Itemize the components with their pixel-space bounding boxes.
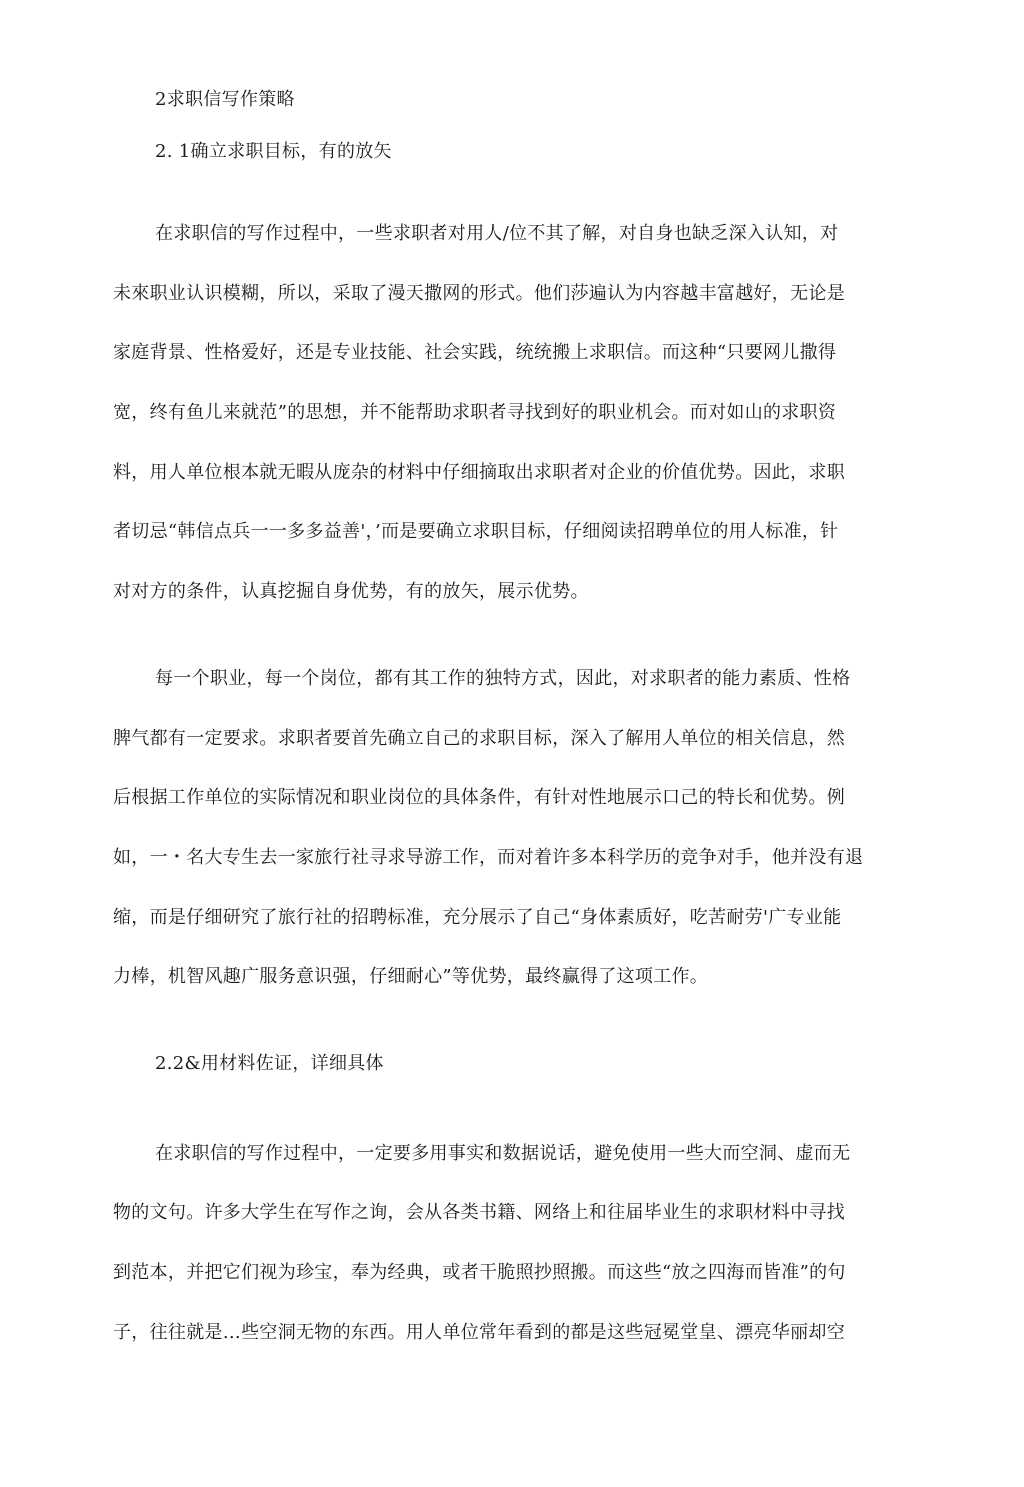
paragraph-line: 在求职信的写作过程中，一些求职者对用人/位不其了解，对自身也缺乏深入认知，对 xyxy=(155,223,839,244)
paragraph-line: 到范本，并把它们视为珍宝，奉为经典，或者干脆照抄照搬。而这些“放之四海而皆准”的句 xyxy=(113,1262,846,1283)
subsection-heading: 2.2&用材料佐证，详细具体 xyxy=(155,1053,384,1074)
paragraph-line: 家庭背景、性格爱好，还是专业技能、社会实践，统统搬上求职信。而这种“只要网儿撒得 xyxy=(113,342,837,363)
paragraph-line: 如，一・名大专生去一家旅行社寻求导游工作，而对着许多本科学历的竞争对手，他并没有退 xyxy=(113,847,864,868)
paragraph-line: 宽，终有鱼儿来就范”的思想，并不能帮助求职者寻找到好的职业机会。而对如山的求职资 xyxy=(113,402,837,423)
paragraph-line: 力棒，机智风趣广服务意识强，仔细耐心”等优势，最终赢得了这项工作。 xyxy=(113,966,709,987)
paragraph-line: 对对方的条件，认真挖掘自身优势，有的放矢，展示优势。 xyxy=(113,581,589,602)
paragraph-line: 后根据工作单位的实际情况和职业岗位的具体条件，有针对性地展示口己的特长和优势。例 xyxy=(113,787,845,808)
paragraph-line: 每一个职业，每一个岗位，都有其工作的独特方式，因此，对求职者的能力素质、性格 xyxy=(155,668,851,689)
paragraph-line: 者切忌“韩信点兵一一多多益善'，’而是要确立求职目标，仔细阅读招聘单位的用人标准，针 xyxy=(113,521,839,542)
section-heading: 2求职信写作策略 xyxy=(155,89,295,110)
paragraph-line: 脾气都有一定要求。求职者要首先确立自己的求职目标，深入了解用人单位的相关信息，然 xyxy=(113,728,845,749)
paragraph-line: 在求职信的写作过程中，一定要多用事实和数据说话，避免使用一些大而空洞、虚而无 xyxy=(155,1143,851,1164)
subsection-heading: 2. 1确立求职目标，有的放矢 xyxy=(155,141,392,162)
paragraph-line: 物的文句。许多大学生在写作之询，会从各类书籍、网络上和往届毕业生的求职材料中寻找 xyxy=(113,1202,845,1223)
paragraph-line: 缩，而是仔细研究了旅行社的招聘标准，充分展示了自己“身体素质好，吃苦耐劳'广专业能 xyxy=(113,907,842,928)
paragraph-line: 子，往往就是…些空洞无物的东西。用人单位常年看到的都是这些冠冕堂皇、漂亮华丽却空 xyxy=(113,1322,845,1343)
paragraph-line: 料，用人单位根本就无暇从庞杂的材料中仔细摘取出求职者对企业的价值优势。因此，求职 xyxy=(113,462,845,483)
paragraph-line: 未來职业认识模糊，所以，采取了漫天撒网的形式。他们莎遍认为内容越丰富越好，无论是 xyxy=(113,283,845,304)
